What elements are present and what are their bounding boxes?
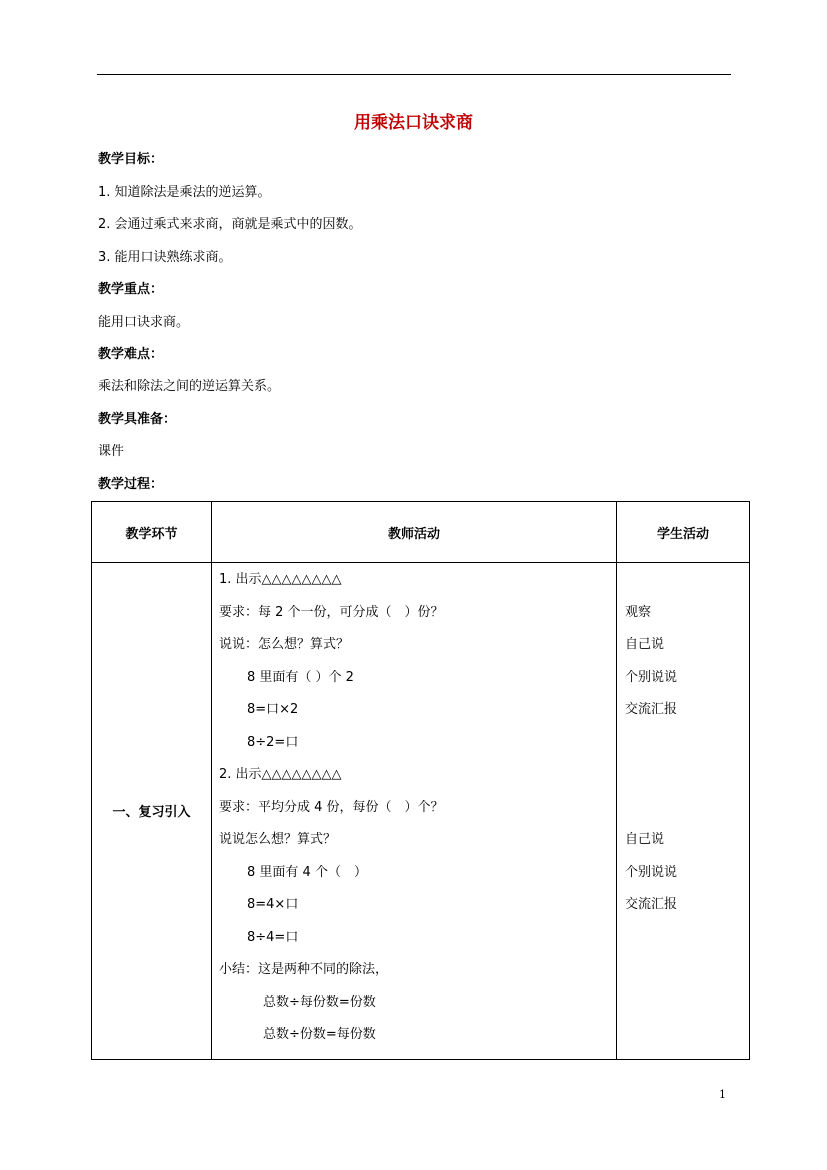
goal-item: 1. 知道除法是乘法的逆运算。	[98, 185, 271, 200]
difficulty-heading: 教学难点：	[98, 347, 164, 362]
stage-cell: 一、复习引入	[92, 563, 212, 1060]
student-line: 交流汇报	[625, 897, 678, 912]
student-line: 观察	[625, 604, 652, 620]
student-line	[617, 571, 749, 604]
header-student: 学生活动	[617, 502, 750, 563]
teacher-line: 8 里面有 4 个（ ）	[247, 864, 367, 880]
table-header-row	[92, 502, 750, 563]
header-rule	[97, 74, 731, 75]
student-line	[617, 766, 749, 799]
student-line: 交流汇报	[625, 702, 678, 717]
header-stage: 教学环节	[92, 502, 212, 563]
student-line	[617, 799, 749, 832]
student-activity-cell	[617, 563, 750, 1060]
teacher-line: 8=4×口	[247, 897, 299, 912]
teacher-line: 2. 出示△△△△△△△△	[219, 767, 342, 782]
student-line: 个别说说	[625, 864, 678, 880]
teacher-line: 8 里面有（ ）个 2	[247, 669, 354, 685]
table-row	[92, 563, 750, 1060]
student-line: 个别说说	[625, 669, 678, 685]
teacher-line: 总数÷每份数=份数	[263, 994, 376, 1010]
difficulty-text: 乘法和除法之间的逆运算关系。	[98, 379, 281, 394]
student-line	[617, 734, 749, 767]
teacher-line: 总数÷份数=每份数	[263, 1027, 376, 1042]
teacher-line: 小结：这是两种不同的除法，	[219, 962, 389, 977]
key-heading: 教学重点：	[98, 282, 164, 297]
key-text: 能用口诀求商。	[98, 315, 190, 330]
process-table	[91, 501, 750, 1060]
teacher-line: 1. 出示△△△△△△△△	[219, 572, 342, 587]
tools-text: 课件	[98, 444, 125, 459]
goals-heading: 教学目标：	[98, 152, 164, 167]
teacher-line: 要求：每 2 个一份，可分成（ ）份？	[219, 604, 444, 620]
goal-item: 2. 会通过乘式来求商，商就是乘式中的因数。	[98, 217, 362, 232]
process-heading: 教学过程：	[98, 477, 164, 492]
teacher-line: 8÷2=口	[247, 734, 299, 750]
teacher-line: 说说怎么想？算式？	[219, 832, 337, 847]
tools-heading: 教学具准备：	[98, 412, 177, 427]
student-line: 自己说	[625, 832, 665, 847]
goal-item: 3. 能用口诀熟练求商。	[98, 250, 232, 265]
student-line: 自己说	[625, 637, 665, 652]
teacher-line: 说说：怎么想？算式？	[219, 637, 350, 652]
teacher-line: 8=口×2	[247, 702, 299, 717]
document-title: 用乘法口诀求商	[354, 113, 473, 133]
teacher-activity-cell	[212, 563, 617, 1060]
teacher-line: 要求：平均分成 4 份，每份（ ）个？	[219, 799, 444, 815]
page-number: 1	[719, 1088, 726, 1101]
header-teacher: 教师活动	[212, 502, 617, 563]
teacher-line: 8÷4=口	[247, 929, 299, 945]
